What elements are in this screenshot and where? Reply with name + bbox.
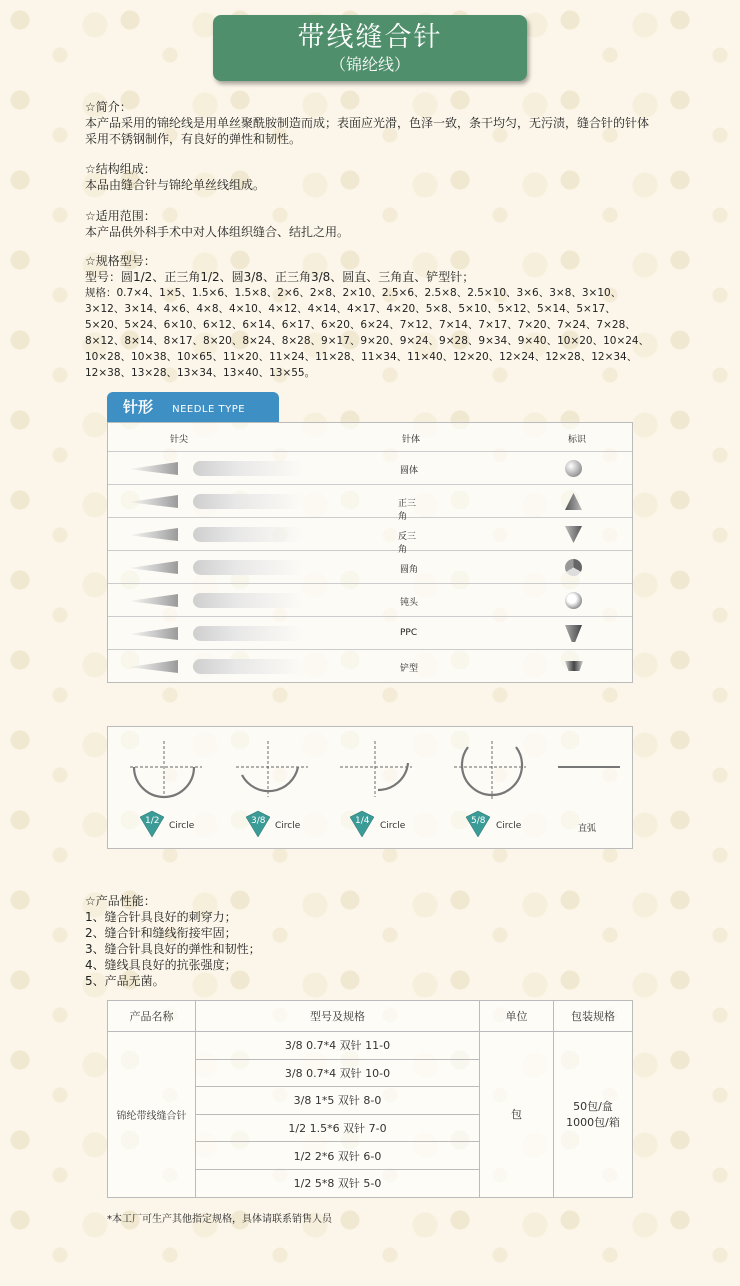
needle-type-label: 铲型: [400, 664, 419, 674]
needle-tip-icon: [128, 462, 178, 475]
specs-heading: ☆规格型号：: [85, 254, 156, 268]
five-eighths-circle-needle-icon: [454, 741, 526, 801]
performance-item: 2、缝合针和缝线衔接牢固；: [85, 926, 237, 940]
performance-heading: ☆产品性能：: [85, 894, 156, 908]
needle-body-icon: [193, 626, 303, 641]
needle-tip-icon: [128, 528, 178, 541]
page-title: 带线缝合针: [297, 22, 443, 53]
page-subtitle: （锦纶线）: [329, 55, 410, 74]
scope-heading: ☆适用范围：: [85, 209, 156, 223]
round-mark-icon: [565, 460, 582, 477]
header-body: 针体: [402, 435, 421, 445]
performance-item: 5、产品无菌。: [85, 974, 165, 988]
round-angle-mark-icon: [565, 559, 582, 576]
circle-word-label: Circle: [169, 821, 195, 831]
packing-line: 50包/盒: [573, 1100, 613, 1114]
needle-type-label: 正三角: [398, 499, 417, 522]
structure-heading: ☆结构组成：: [85, 162, 156, 176]
circle-fraction-label: 5/8: [471, 816, 486, 826]
intro-heading: ☆简介：: [85, 100, 132, 114]
header-unit: 单位: [480, 1001, 554, 1032]
needle-tip-icon: [128, 495, 178, 508]
scope-text: 本产品供外科手术中对人体组织缝合、结扎之用。: [85, 225, 350, 239]
spec-cell: 1/2 2*6 双针 6-0: [196, 1142, 480, 1170]
specs-size-line: 规格：0.7×4、1×5、1.5×6、1.5×8、2×6、2×8、2×10、2.5×6、2.5×8、2.5×10、3×6、3×8、3×10、: [85, 287, 622, 299]
needle-curvature-diagram: [107, 726, 633, 849]
table-row: [108, 1032, 633, 1060]
needle-type-label: 钝头: [400, 598, 419, 608]
needle-body-icon: [193, 659, 303, 674]
circle-fraction-label: 1/2: [145, 816, 160, 826]
footnote: *本工厂可生产其他指定规格，具体请联系销售人员: [107, 1214, 332, 1225]
performance-item: 1、缝合针具良好的刺穿力；: [85, 910, 237, 924]
needle-body-icon: [193, 560, 303, 575]
product-table: [107, 1000, 633, 1198]
circle-word-label: Circle: [380, 821, 406, 831]
performance-item: 3、缝合针具良好的弹性和韧性；: [85, 942, 261, 956]
needle-body-icon: [193, 593, 303, 608]
product-name-cell: 锦纶带线缝合针: [108, 1032, 196, 1198]
title-banner: [213, 15, 527, 81]
spec-cell: 1/2 5*8 双针 5-0: [196, 1169, 480, 1197]
header-spec: 型号及规格: [196, 1001, 480, 1032]
spade-mark-icon: [565, 661, 583, 671]
specs-size-line: 10×28、10×38、10×65、11×20、11×24、11×28、11×34、11×40、12×20、12×24、12×28、12×34、: [85, 351, 638, 363]
needle-type-tab-en: NEEDLE TYPE: [172, 404, 246, 415]
half-circle-needle-icon: [130, 741, 202, 797]
structure-section: [85, 161, 660, 193]
needle-tip-icon: [128, 660, 178, 673]
spec-cell: 3/8 0.7*4 双针 11-0: [196, 1032, 480, 1060]
circle-word-label: Circle: [496, 821, 522, 831]
needle-body-icon: [193, 461, 303, 476]
needle-type-row: [108, 452, 632, 485]
spec-cell: 3/8 1*5 双针 8-0: [196, 1087, 480, 1115]
spec-cell: 3/8 0.7*4 双针 10-0: [196, 1059, 480, 1087]
specs-size-line: 5×20、5×24、6×10、6×12、6×14、6×17、6×20、6×24、7×12、7×14、7×17、7×20、7×24、7×28、: [85, 319, 636, 331]
straight-label: 直弧: [578, 824, 597, 834]
specs-section: [85, 253, 685, 381]
needle-type-tab-cn: 针形: [123, 398, 154, 416]
performance-section: [85, 893, 261, 989]
needle-type-row: [108, 617, 632, 650]
needle-type-label: PPC: [400, 628, 418, 638]
needle-type-row: [108, 518, 632, 555]
ppc-mark-icon: [565, 625, 582, 642]
circle-fraction-label: 3/8: [251, 816, 266, 826]
needle-type-row: [108, 551, 632, 584]
performance-item: 4、缝线具良好的抗张强度；: [85, 958, 237, 972]
intro-section: [85, 99, 660, 147]
needle-type-header: [108, 423, 632, 452]
unit-cell: 包: [480, 1032, 554, 1198]
needle-body-icon: [193, 494, 303, 509]
quarter-circle-needle-icon: [340, 741, 412, 797]
specs-size-line: 3×12、3×14、4×6、4×8、4×10、4×12、4×14、4×17、4×20、5×8、5×10、5×12、5×14、5×17、: [85, 303, 616, 315]
structure-text: 本品由缝合针与锦纶单丝线组成。: [85, 178, 266, 192]
specs-types: 型号：圆1/2、正三角1/2、圆3/8、正三角3/8、圆直、三角直、铲型针；: [85, 270, 475, 284]
spec-cell: 1/2 1.5*6 双针 7-0: [196, 1114, 480, 1142]
header-product-name: 产品名称: [108, 1001, 196, 1032]
needle-tip-icon: [128, 594, 178, 607]
needle-body-icon: [193, 527, 303, 542]
needle-tip-icon: [128, 561, 178, 574]
specs-size-line: 8×12、8×14、8×17、8×20、8×24、8×28、9×17、9×20、9×24、9×28、9×34、9×40、10×20、10×24、: [85, 335, 650, 347]
scope-section: [85, 208, 660, 240]
circle-word-label: Circle: [275, 821, 301, 831]
header-mark: 标识: [568, 435, 587, 445]
packing-line: 1000包/箱: [566, 1116, 620, 1130]
triangle-down-mark-icon: [565, 526, 582, 543]
needle-type-label: 反三角: [398, 532, 417, 555]
needle-type-row: [108, 485, 632, 522]
needle-type-label: 圆体: [400, 466, 419, 476]
blunt-mark-icon: [565, 592, 582, 609]
header-packing: 包装规格: [554, 1001, 633, 1032]
specs-size-line: 12×38、13×28、13×34、13×40、13×55。: [85, 367, 316, 379]
packing-cell: [554, 1032, 633, 1198]
three-eighths-circle-needle-icon: [236, 741, 308, 797]
needle-type-row: [108, 650, 632, 683]
needle-type-tab: [107, 392, 279, 422]
needle-tip-icon: [128, 627, 178, 640]
needle-type-table: [107, 422, 633, 683]
circle-fraction-label: 1/4: [355, 816, 370, 826]
needle-type-row: [108, 584, 632, 617]
header-tip: 针尖: [170, 435, 189, 445]
intro-text: 本产品采用的锦纶线是用单丝聚酰胺制造而成；表面应光滑，色泽一致，条干均匀，无污渍，缝合针的针体采用不锈钢制作，有良好的弹性和韧性。: [85, 116, 650, 146]
table-header-row: [108, 1001, 633, 1032]
needle-type-label: 圆角: [400, 565, 419, 575]
triangle-up-mark-icon: [565, 493, 582, 510]
